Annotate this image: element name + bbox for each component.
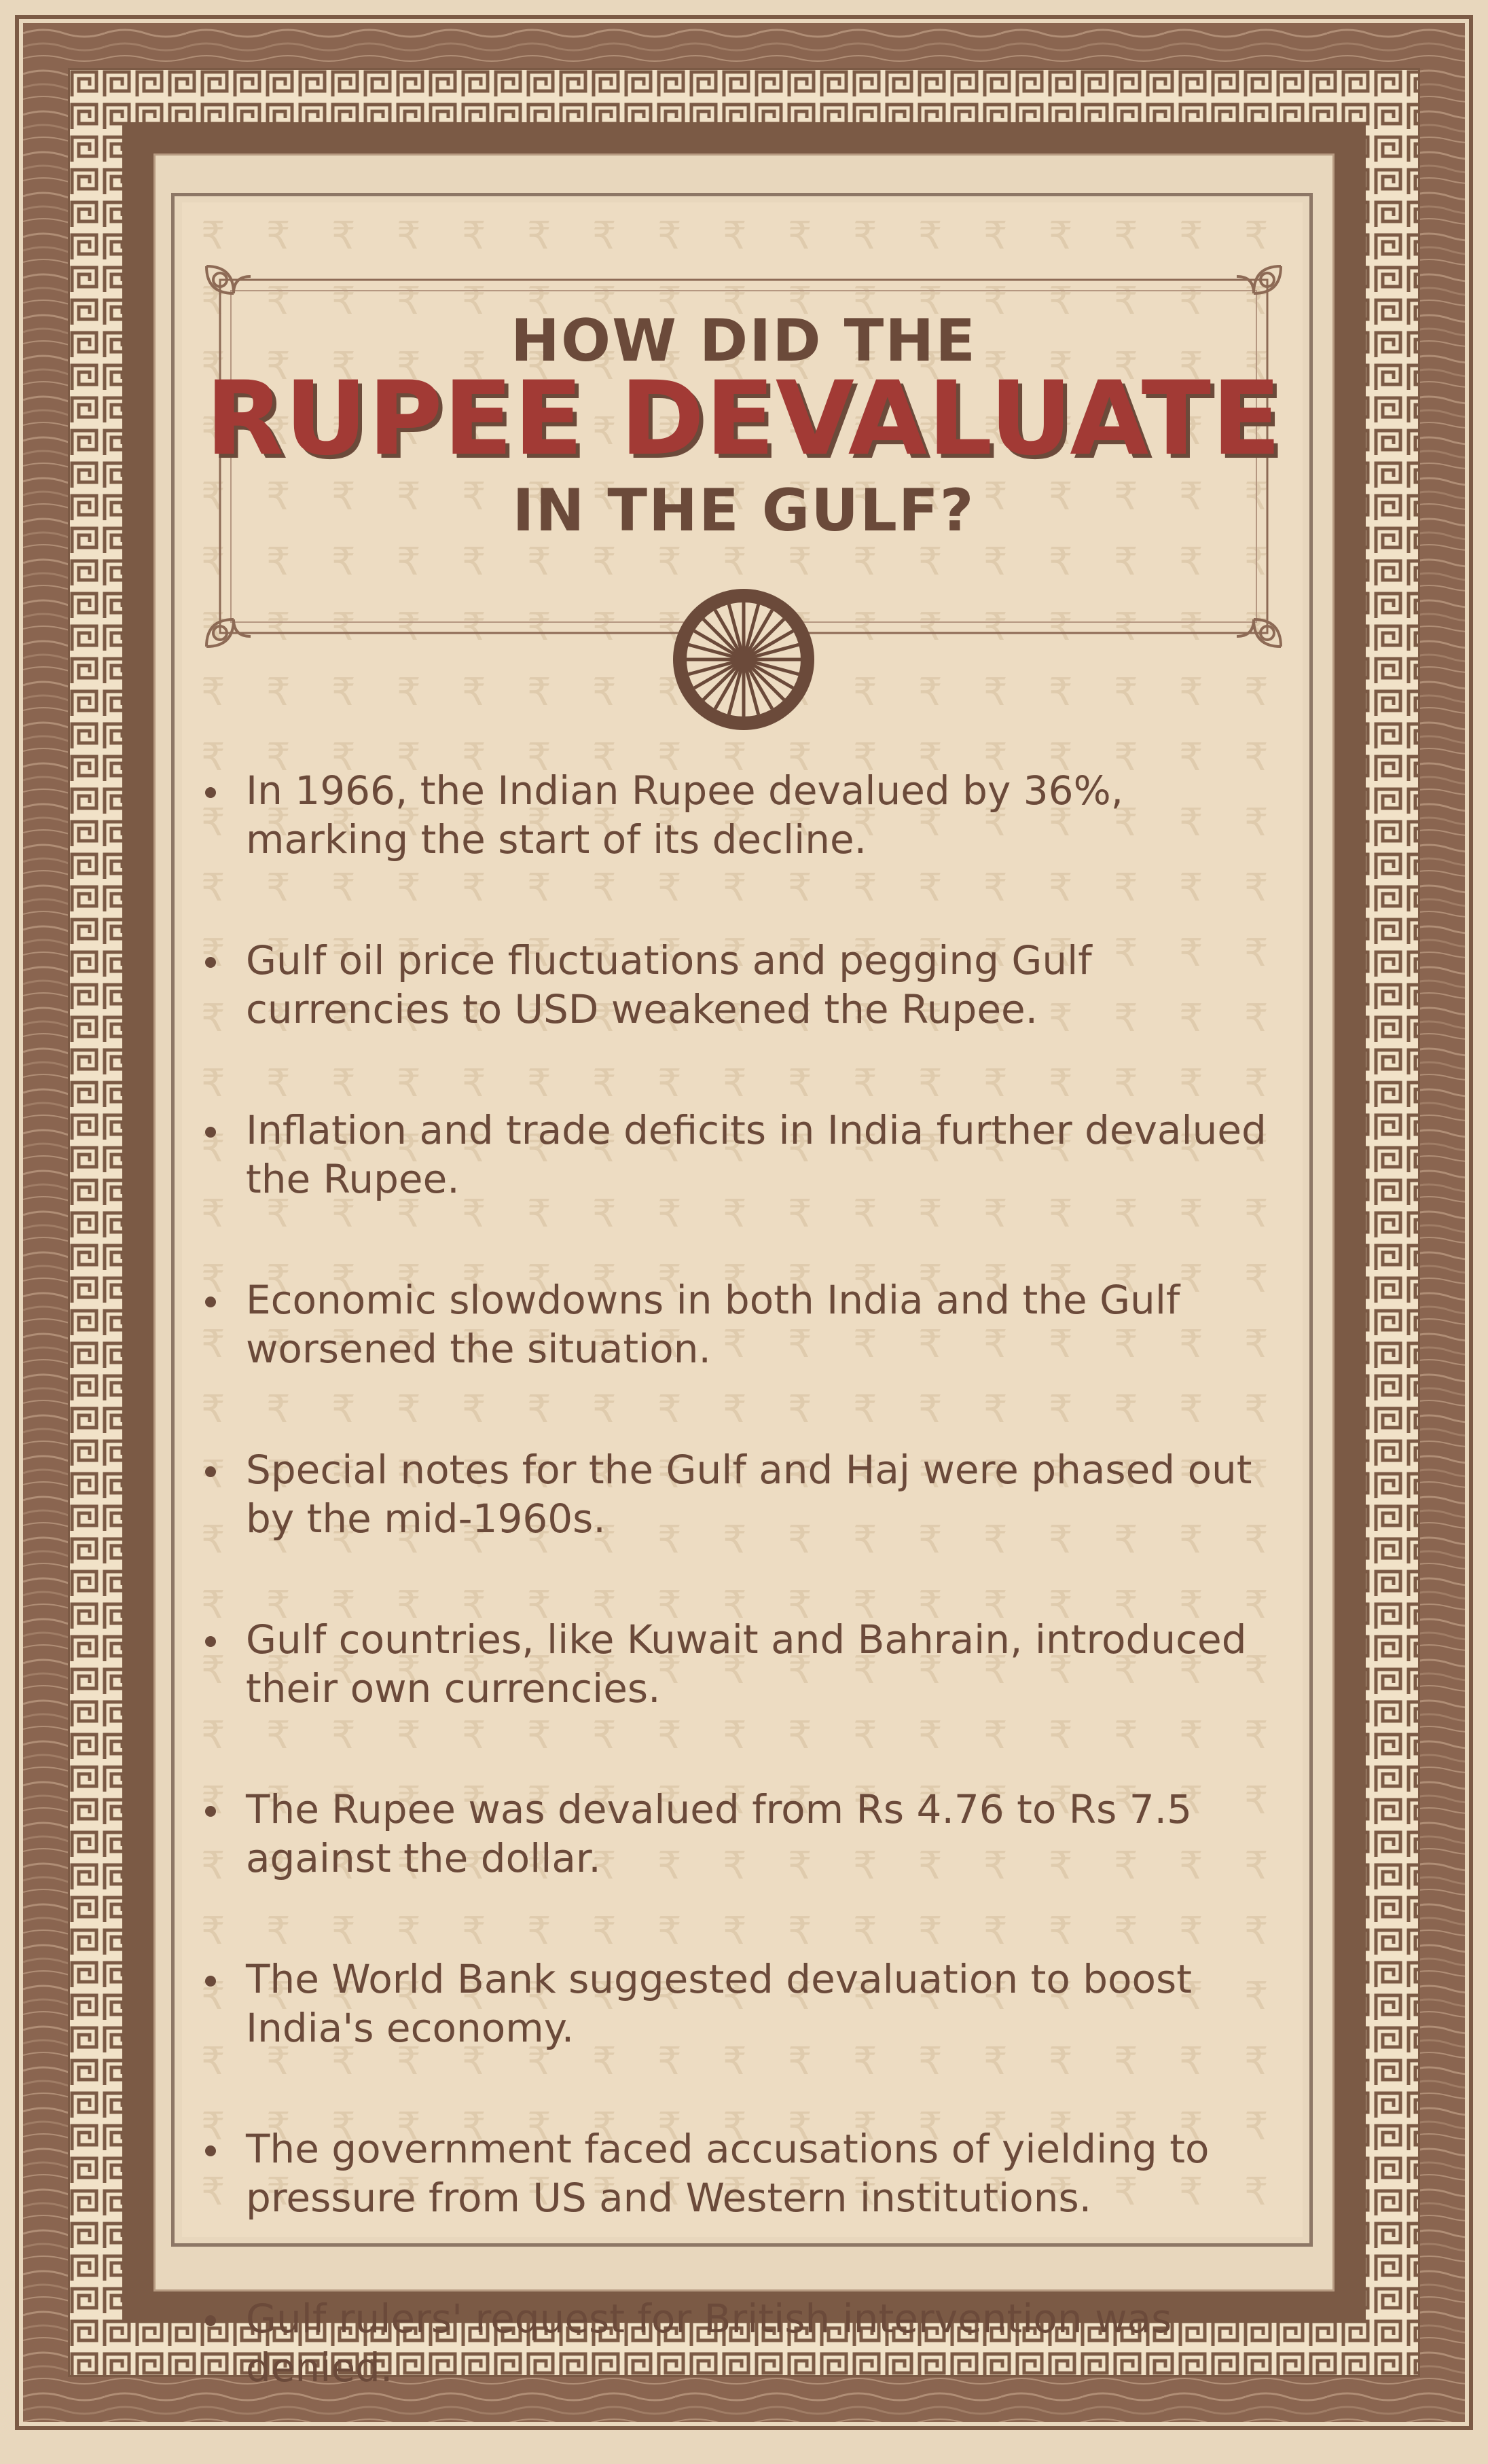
title-line-3: IN THE GULF? (512, 477, 975, 545)
list-item (204, 936, 1290, 1034)
bullet-icon (205, 1636, 216, 1647)
point-text: Economic slowdowns in both India and the Gulf worsened the situation. (246, 1277, 1180, 1372)
point-text: Gulf rulers' request for British intervention was denied. (246, 2296, 1172, 2391)
bullet-icon (205, 787, 216, 798)
bullet-icon (205, 2315, 216, 2326)
bullet-icon (205, 1466, 216, 1477)
list-item (204, 1955, 1290, 2052)
point-text: In 1966, the Indian Rupee devalued by 36%, marking the start of its decline. (246, 767, 1124, 863)
bullet-icon (205, 1127, 216, 1138)
point-text: The World Bank suggested devaluation to boost India's economy. (246, 1956, 1192, 2051)
bullet-icon (205, 1976, 216, 1987)
list-item (204, 1106, 1290, 1203)
bullet-icon (205, 1806, 216, 1817)
list-item (204, 2294, 1290, 2392)
list-item (204, 1785, 1290, 1883)
point-text: Inflation and trade deficits in India further devalued the Rupee. (246, 1107, 1267, 1202)
point-text: Gulf oil price fluctuations and pegging Gulf currencies to USD weakened the Rupee. (246, 937, 1092, 1032)
title-line-1: HOW DID THE (511, 307, 977, 375)
ashoka-chakra-icon (668, 584, 819, 735)
list-item (204, 1445, 1290, 1543)
title-line-2: RUPEE DEVALUATE (205, 360, 1282, 478)
list-item (204, 2124, 1290, 2222)
bullet-icon (205, 2145, 216, 2156)
bullet-icon (205, 957, 216, 968)
point-text: Special notes for the Gulf and Haj were phased out by the mid-1960s. (246, 1447, 1252, 1542)
point-text: The government faced accusations of yielding to pressure from US and Western institutions. (246, 2126, 1210, 2221)
list-item (204, 766, 1290, 864)
point-text: Gulf countries, like Kuwait and Bahrain, introduced their own currencies. (246, 1616, 1247, 1711)
bullet-list (204, 766, 1290, 2464)
bullet-icon (205, 1297, 216, 1307)
list-item (204, 1615, 1290, 1713)
point-text: The Rupee was devalued from Rs 4.76 to Rs 7.5 against the dollar. (246, 1786, 1192, 1881)
list-item (204, 1275, 1290, 1373)
